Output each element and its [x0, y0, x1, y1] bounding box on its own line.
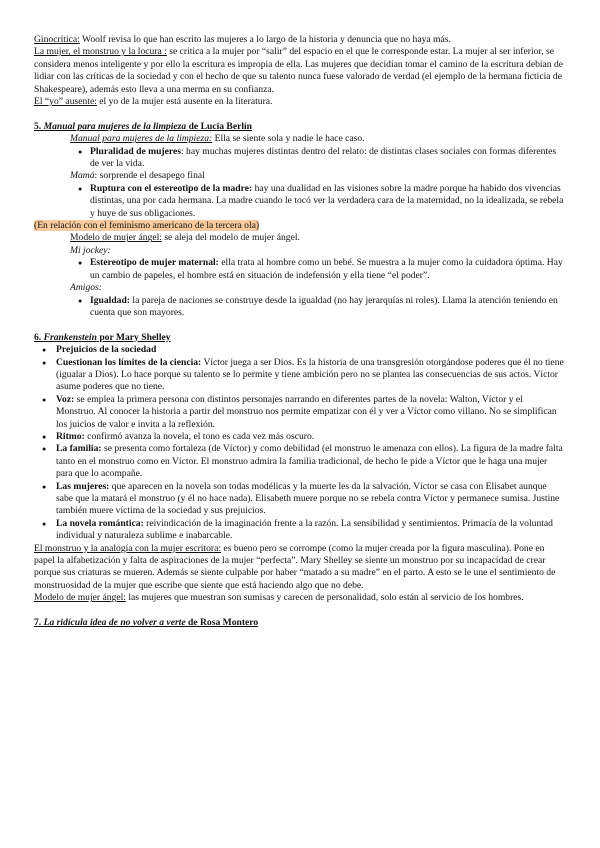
section-6-heading: 6. Frankenstein por Mary Shelley	[34, 331, 171, 343]
frankenstein-bullet-list	[34, 344, 564, 543]
section-7-heading: 7. La ridícula idea de no volver a verte de Rosa Montero	[34, 617, 259, 629]
list-item: ● Voz: se emplea la primera persona con distintos personajes narrando en diferentes partes de la novela: Walton, Víctor y el Monstruo. Al conocer la historia a partir del monstruo nos permite empatizar con él y ver a Víctor como villano. No se simplifican los juicios de valor e invita a la reflexión.	[42, 393, 557, 430]
bullet-icon: ●	[42, 445, 47, 454]
bullet-icon: ●	[42, 482, 47, 491]
section-5-heading: 5. Manual para mujeres de la limpieza de Lucia Berlín	[34, 120, 253, 132]
bullet-icon: ●	[42, 346, 47, 355]
bullet-icon: ●	[42, 395, 47, 404]
document-page	[34, 34, 564, 629]
section-6-title: Frankenstein	[43, 331, 97, 343]
highlight-note: (En relación con el feminismo americano de la tercera ola)	[34, 220, 260, 232]
bullet-icon: ●	[42, 432, 47, 441]
modelo-angel-shelley-paragraph: Modelo de mujer ángel: las mujeres que muestran son sumisas y carecen de personalidad, solo están al servicio de los hombres.	[34, 592, 524, 604]
list-item: ● Ritmo: confirmó avanza la novela, el tono es cada vez más oscuro.	[42, 430, 315, 442]
mama-paragraph: Mamá: sorprende el desapego final	[70, 170, 205, 182]
ginocritica-paragraph: Ginocrítica: Woolf revisa lo que han escrito las mujeres a lo largo de la historia y denuncia que no haya más.	[34, 34, 451, 45]
bullet-icon: ●	[42, 358, 47, 367]
modelo-angel-paragraph: Modelo de mujer ángel: se aleja del modelo de mujer ángel.	[70, 232, 300, 244]
list-item: ● La novela romántica: reivindicación de la imaginación frente a la razón. La sensibilidad y sentimientos. Primacía de la voluntad individual y naturaleza sublime e inabarcable.	[42, 517, 553, 542]
list-item: ● Cuestionan los límites de la ciencia: Víctor juega a ser Dios. Es la historia de una transgresión otorgándose poderes que él no tiene (igualar a Dios). Lo hace porque su talento se lo permite y tiene ambición pero no se plantea las consecuencias de sus actos. Víctor asume poderes que no tiene.	[42, 356, 564, 393]
ginocritica-label: Ginocrítica:	[34, 34, 80, 45]
analogia-paragraph: El monstruo y la analogía con la mujer escritora: es bueno pero se corrompe (como la mujer creada por la figura masculina). Pone en papel la alfabetización y falta de aspiraciones de la mujer “perfecta”. Mary Shelley se siente un monstruo por su incapacidad de crear porque sus criaturas se mueren. Además se siente culpable por haber “matado a su madre” en el parto. A esto se le une el sentimiento de monstruosidad de la mujer que escribe que siente que está haciendo algo que no debe.	[34, 542, 556, 591]
list-item: ● La familia: se presenta como fortaleza (de Víctor) y como debilidad (el monstruo le amenaza con ellos). La figura de la madre falta tanto en el monstruo como en Víctor. El monstruo admira la familia tradicional, de hecho le pide a Víctor que le haga una mujer para que lo acompañe.	[42, 443, 563, 480]
monstruo-locura-label: La mujer, el monstruo y la locura :	[34, 46, 167, 58]
list-item: ● Prejuicios de la sociedad	[42, 344, 157, 356]
yo-ausente-paragraph: El “yo” ausente: el yo de la mujer está ausente en la literatura.	[34, 96, 273, 108]
igualdad-bullet: ● Igualdad: la pareja de naciones se construye desde la igualdad (no hay jerarquías ni roles). Llama la atención teniendo en cuenta que son mayores.	[78, 294, 558, 318]
monstruo-locura-paragraph: La mujer, el monstruo y la locura : se critica a la mujer por “salir” del espacio en el que le corresponde estar. La mujer al ser inferior, se considera menos inteligente y por ello la escritura es impropia de ella. Las mujeres que decidían tomar el camino de la escritura debían de lidiar con las críticas de la sociedad y con el hecho de que su talento nunca fuese valorado de verdad (el ejemplo de la hermana ficticia de Shakespeare), además esto lleva a una merma en su confianza.	[34, 46, 564, 95]
bullet-icon: ●	[78, 259, 83, 268]
bullet-icon: ●	[78, 184, 83, 193]
bullet-icon: ●	[78, 296, 83, 305]
pluralidad-bullet: ● Pluralidad de mujeres: hay muchas mujeres distintas dentro del relato: de distintas clases sociales con formas diferentes de ver la vida.	[78, 145, 557, 170]
yo-ausente-label: El “yo” ausente:	[34, 96, 97, 108]
manual-paragraph: Manual para mujeres de la limpieza: Ella se siente sola y nadie le hace caso.	[70, 133, 365, 145]
bullet-icon: ●	[78, 147, 83, 156]
list-item: ● Las mujeres: que aparecen en la novela son todas modélicas y la muerte les da la salvación. Víctor se casa con Elisabet aunque sabe que la matará el monstruo (y él no hace nada). Elisabeth muere porque no se rebela contra Víctor y permanece sumisa. Justine también muere víctima de la sociedad y sus prejuicios.	[42, 480, 560, 517]
bullet-icon: ●	[42, 519, 47, 528]
estereotipo-bullet: ● Estereotipo de mujer maternal: ella trata al hombre como un bebé. Se muestra a la mujer como la cuidadora óptima. Hay un cambio de papeles, el hombre está en situación de indefensión y ella tiene “el poder”.	[78, 257, 563, 281]
ruptura-bullet: ● Ruptura con el estereotipo de la madre: hay una dualidad en las visiones sobre la madre porque ha habido dos vivencias distintas, una por cada hermana. La madre cuando le tocó ver la verdadera cara de la maternidad, no la idealizada, se rebela y huye de sus obligaciones.	[78, 182, 564, 219]
amigos-label: Amigos:	[70, 282, 102, 294]
jockey-label: Mi jockey:	[70, 244, 111, 256]
section-7-title: La ridícula idea de no volver a verte	[43, 617, 186, 629]
section-5-title: Manual para mujeres de la limpieza	[43, 120, 187, 132]
